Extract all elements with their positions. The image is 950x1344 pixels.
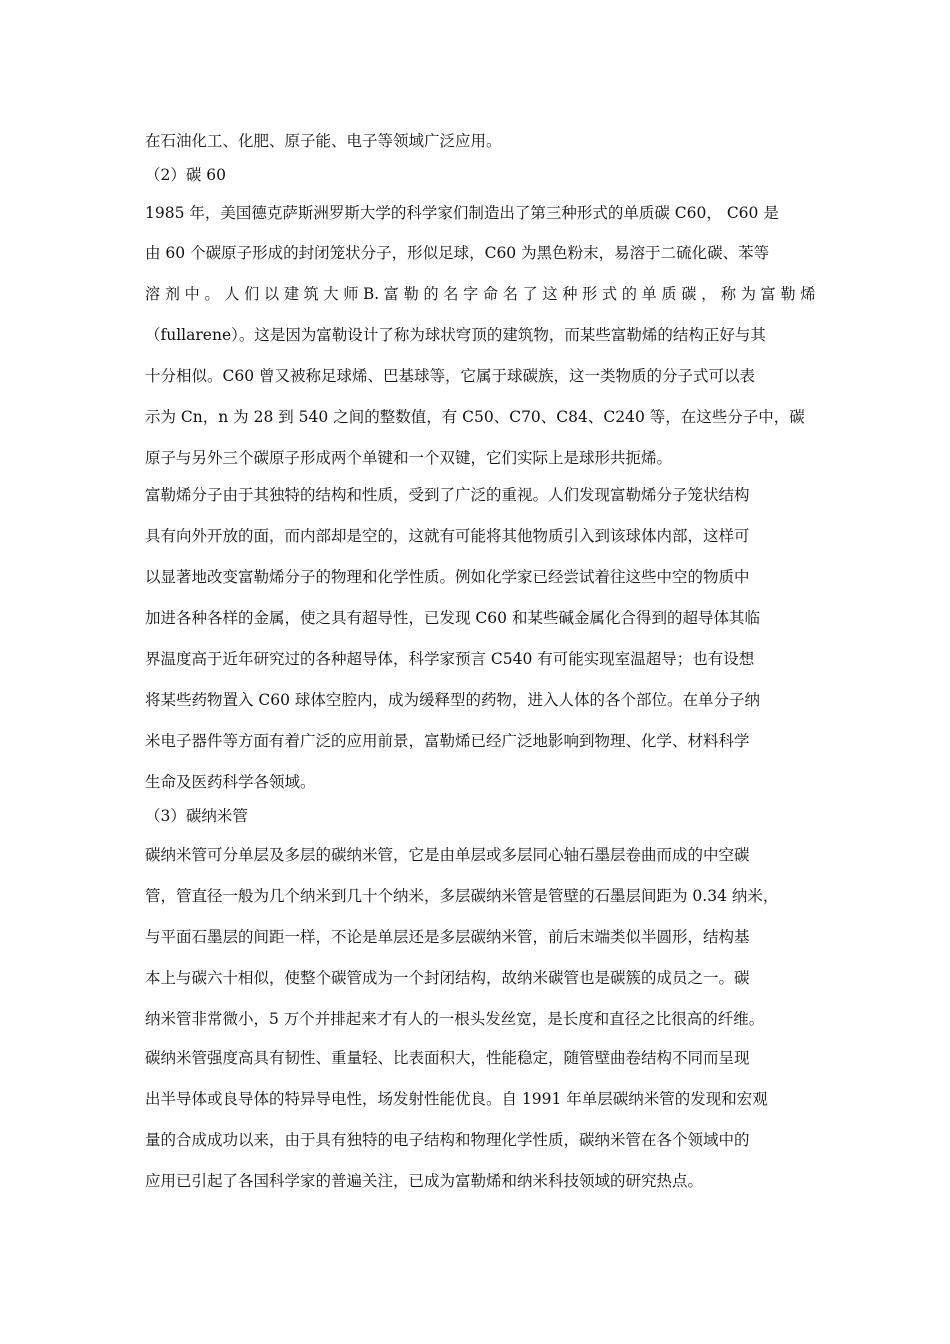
- text-line: 生命及医药科学各领域。: [145, 773, 316, 791]
- section-heading-nanotube: （3）碳纳米管: [145, 807, 248, 825]
- text-line: 出半导体或良导体的特异导电性，场发射性能优良。自 1991 年单层碳纳米管的发现和宏观: [145, 1090, 768, 1108]
- text-line: 富勒烯分子由于其独特的结构和性质，受到了广泛的重视。人们发现富勒烯分子笼状结构: [145, 486, 750, 504]
- text-line: 界温度高于近年研究过的各种超导体，科学家预言 C540 有可能实现室温超导；也有设想: [145, 650, 755, 668]
- text-line: 由 60 个碳原子形成的封闭笼状分子，形似足球，C60 为黑色粉末，易溶于二硫化碳、苯等: [145, 244, 770, 262]
- text-line: 量的合成成功以来，由于具有独特的电子结构和物理化学性质，碳纳米管在各个领域中的: [145, 1131, 750, 1149]
- text-line: 米电子器件等方面有着广泛的应用前景，富勒烯已经广泛地影响到物理、化学、材料科学: [145, 732, 750, 750]
- text-line: 纳米管非常微小，5 万个并排起来才有人的一根头发丝宽，是长度和直径之比很高的纤维。: [145, 1010, 765, 1028]
- text-line: 具有向外开放的面，而内部却是空的，这就有可能将其他物质引入到该球体内部，这样可: [145, 527, 750, 545]
- text-line: 应用已引起了各国科学家的普遍关注，已成为富勒烯和纳米科技领域的研究热点。: [145, 1172, 704, 1190]
- text-line: 十分相似。C60 曾又被称足球烯、巴基球等，它属于球碳族，这一类物质的分子式可以表: [145, 367, 756, 385]
- text-line: 示为 Cn，n 为 28 到 540 之间的整数值，有 C50、C70、C84、C240 等，在这些分子中，碳: [145, 408, 805, 426]
- text-line: 本上与碳六十相似，使整个碳管成为一个封闭结构，故纳米碳管也是碳簇的成员之一。碳: [145, 969, 750, 987]
- text-line: 溶 剂 中 。 人 们 以 建 筑 大 师 B. 富 勒 的 名 字 命 名 了 这 种 形 式 的 单 质 碳 ， 称 为 富 勒 烯: [145, 285, 816, 303]
- section-heading-c60: （2）碳 60: [145, 166, 227, 184]
- text-line: （fullarene）。这是因为富勒设计了称为球状穹顶的建筑物，而某些富勒烯的结构正好与其: [145, 326, 766, 344]
- text-line: 原子与另外三个碳原子形成两个单键和一个双键，它们实际上是球形共扼烯。: [145, 449, 673, 467]
- text-line: 1985 年，美国德克萨斯洲罗斯大学的科学家们制造出了第三种形式的单质碳 C60， C60 是: [145, 204, 779, 222]
- text-line: 碳纳米管强度高具有韧性、重量轻、比表面积大，性能稳定，随管壁曲卷结构不同而呈现: [145, 1049, 750, 1067]
- text-line: 管，管直径一般为几个纳米到几十个纳米，多层碳纳米管是管壁的石墨层间距为 0.34 纳米，: [145, 887, 779, 905]
- text-line: 以显著地改变富勒烯分子的物理和化学性质。例如化学家已经尝试着往这些中空的物质中: [145, 568, 750, 586]
- text-line: 在石油化工、化肥、原子能、电子等领域广泛应用。: [145, 132, 502, 150]
- text-line: 加进各种各样的金属，使之具有超导性，已发现 C60 和某些碱金属化合得到的超导体其临: [145, 609, 760, 627]
- text-line: 碳纳米管可分单层及多层的碳纳米管，它是由单层或多层同心轴石墨层卷曲而成的中空碳: [145, 846, 750, 864]
- text-line: 将某些药物置入 C60 球体空腔内，成为缓释型的药物，进入人体的各个部位。在单分子纳: [145, 691, 760, 709]
- text-line: 与平面石墨层的间距一样，不论是单层还是多层碳纳米管，前后末端类似半圆形，结构基: [145, 928, 750, 946]
